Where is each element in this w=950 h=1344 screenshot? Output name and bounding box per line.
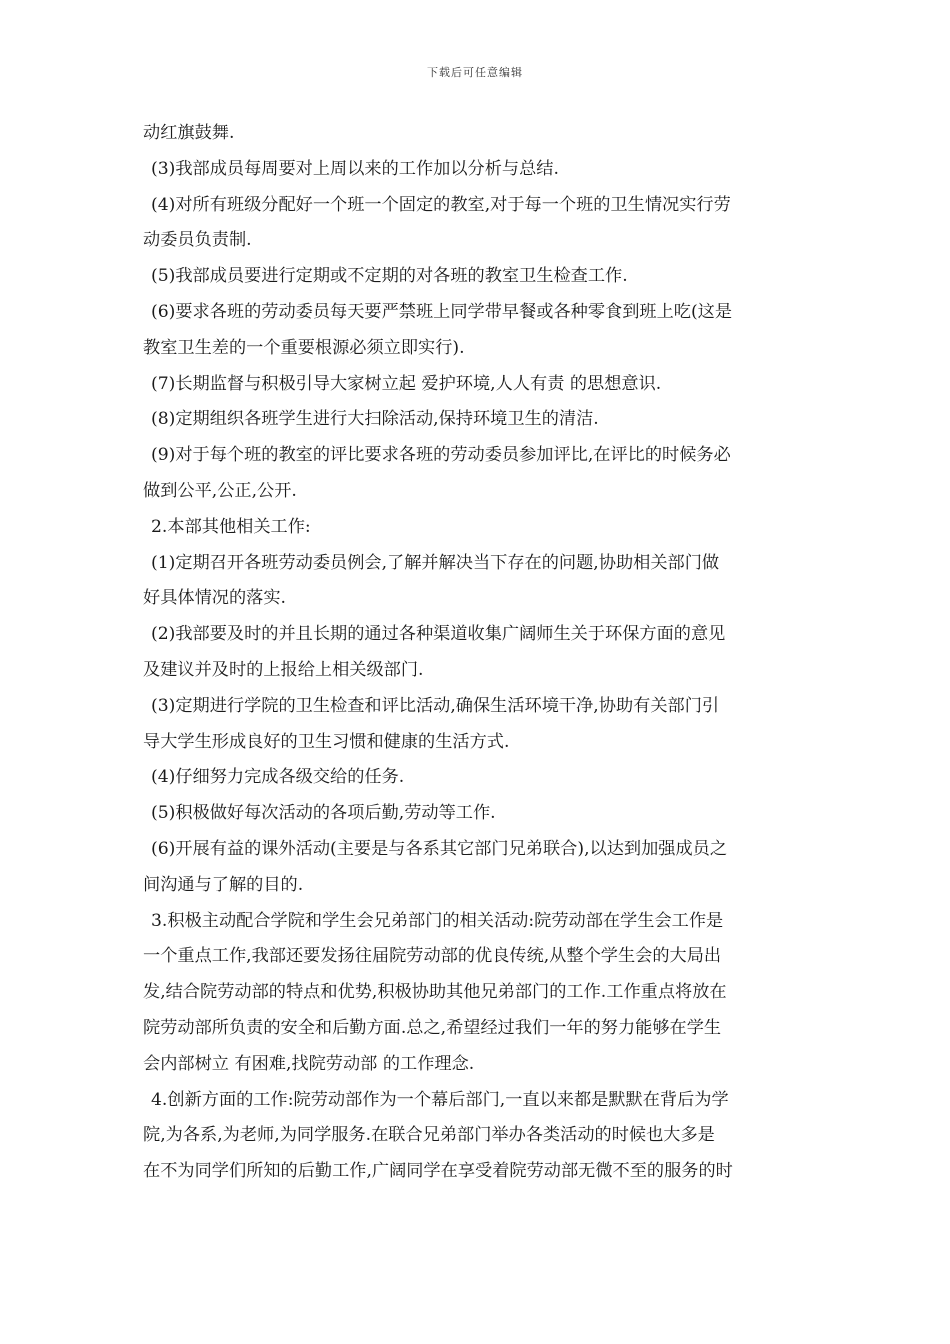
text-line: (6)开展有益的课外活动(主要是与各系其它部门兄弟联合),以达到加强成员之 <box>151 838 728 859</box>
section-heading: 2.本部其他相关工作: <box>151 516 311 537</box>
text-line: 院,为各系,为老师,为同学服务.在联合兄弟部门举办各类活动的时候也大多是 <box>143 1125 715 1146</box>
text-line: 做到公平,公正,公开. <box>143 480 297 501</box>
section-heading: 4.创新方面的工作:院劳动部作为一个幕后部门,一直以来都是默默在背后为学 <box>151 1089 729 1110</box>
text-line: 动委员负责制. <box>143 230 252 251</box>
document-body <box>143 116 811 1190</box>
text-line: (9)对于每个班的教室的评比要求各班的劳动委员参加评比,在评比的时候务必 <box>151 445 731 466</box>
text-line: (7)长期监督与积极引导大家树立起 爱护环境,人人有责 的思想意识. <box>151 373 662 394</box>
text-line: (4)仔细努力完成各级交给的任务. <box>151 767 405 788</box>
text-line: 好具体情况的落实. <box>143 588 286 609</box>
text-line: (3)我部成员每周要对上周以来的工作加以分析与总结. <box>151 158 559 179</box>
text-line: (6)要求各班的劳动委员每天要严禁班上同学带早餐或各种零食到班上吃(这是 <box>151 301 733 322</box>
text-line: 教室卫生差的一个重要根源必须立即实行). <box>143 337 465 358</box>
text-line: (3)定期进行学院的卫生检查和评比活动,确保生活环境干净,协助有关部门引 <box>151 695 720 716</box>
text-line: (1)定期召开各班劳动委员例会,了解并解决当下存在的问题,协助相关部门做 <box>151 552 720 573</box>
text-line: (8)定期组织各班学生进行大扫除活动,保持环境卫生的清洁. <box>151 409 599 430</box>
text-line: 及建议并及时的上报给上相关级部门. <box>143 659 424 680</box>
text-line: 间沟通与了解的目的. <box>143 874 304 895</box>
text-line: 在不为同学们所知的后勤工作,广阔同学在享受着院劳动部无微不至的服务的时 <box>143 1161 733 1182</box>
text-line: 会内部树立 有困难,找院劳动部 的工作理念. <box>143 1053 475 1074</box>
text-line: 一个重点工作,我部还要发扬往届院劳动部的优良传统,从整个学生会的大局出 <box>143 946 722 967</box>
text-line: (2)我部要及时的并且长期的通过各种渠道收集广阔师生关于环保方面的意见 <box>151 624 726 645</box>
text-line: (4)对所有班级分配好一个班一个固定的教室,对于每一个班的卫生情况实行劳 <box>151 194 731 215</box>
text-line: (5)积极做好每次活动的各项后勤,劳动等工作. <box>151 803 496 824</box>
text-line: 动红旗鼓舞. <box>143 123 235 143</box>
page-header: 下载后可任意编辑 <box>427 66 523 79</box>
text-line: 导大学生形成良好的卫生习惯和健康的生活方式. <box>143 731 510 752</box>
section-heading: 3.积极主动配合学院和学生会兄弟部门的相关活动:院劳动部在学生会工作是 <box>151 910 724 931</box>
text-line: 发,结合院劳动部的特点和优势,积极协助其他兄弟部门的工作.工作重点将放在 <box>143 982 727 1003</box>
text-line: (5)我部成员要进行定期或不定期的对各班的教室卫生检查工作. <box>151 266 628 287</box>
text-line: 院劳动部所负责的安全和后勤方面.总之,希望经过我们一年的努力能够在学生 <box>143 1017 722 1038</box>
